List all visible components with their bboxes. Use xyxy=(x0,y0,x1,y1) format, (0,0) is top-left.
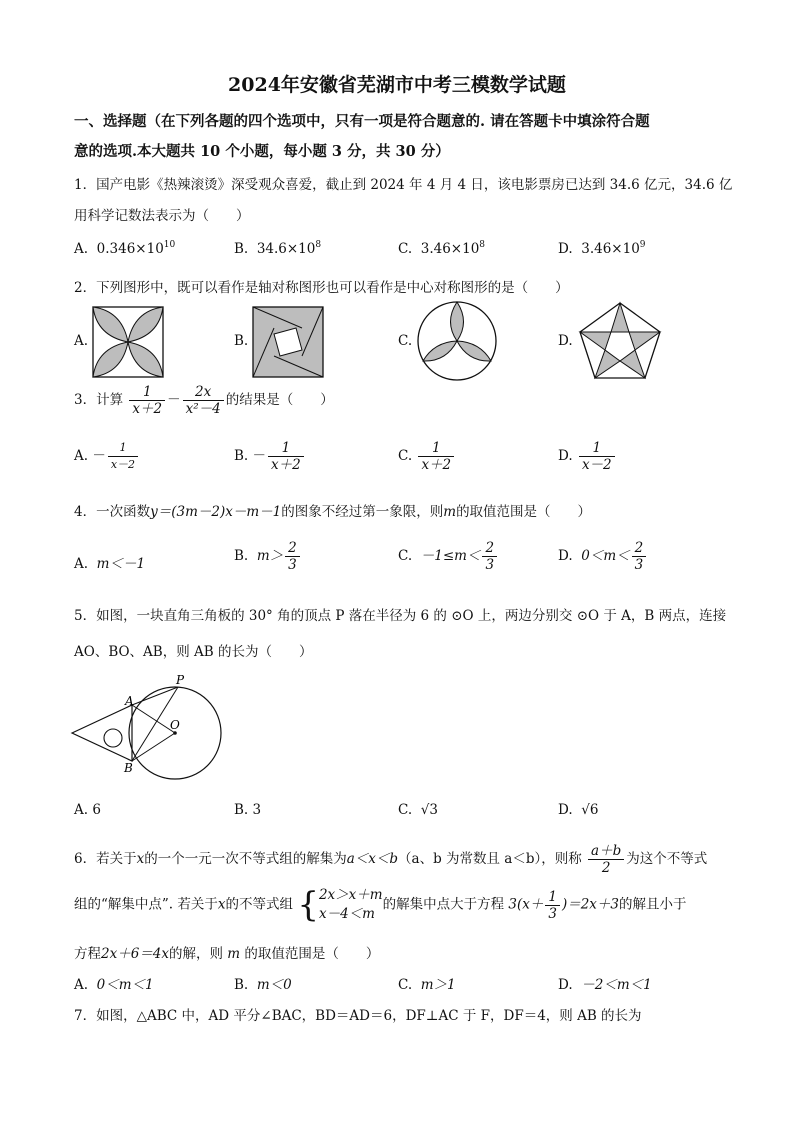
q1-stem-line2: 用科学记数法表示为（ ） xyxy=(74,208,250,224)
q6-stem-line1: 6．若关于x的一个一元一次不等式组的解集为a＜x＜b（a、b 为常数且 a＜b），则称 $\frac{a+b}{2}$ 为这个不等式 xyxy=(74,843,708,876)
q1-option-c: C. $3.46\times 10^8$ xyxy=(398,240,486,257)
q5-label-p: P xyxy=(176,673,185,687)
q6-option-b: B. m＜0 xyxy=(234,977,292,993)
q2-label-d: D. xyxy=(558,333,573,349)
q5-option-b: B. 3 xyxy=(234,802,262,818)
q3-option-c: C. $\frac{1}{x+2}$ xyxy=(398,440,456,473)
q5-option-a: A. 6 xyxy=(74,802,101,818)
q3-option-a: A. － $\frac{1}{x-2}$ xyxy=(74,440,140,473)
page-title: 2024年安徽省芜湖市中考三模数学试题 xyxy=(228,74,566,96)
q4-option-b: B. m＞ $\frac{2}{3}$ xyxy=(234,540,302,573)
q5-option-c: C. √3 xyxy=(398,802,438,818)
q1-option-d: D. $3.46\times 10^9$ xyxy=(558,240,646,257)
q4-stem: 4．一次函数y＝(3m－2)x－m－1的图象不经过第一象限，则m的取值范围是（ ） xyxy=(74,504,592,520)
q3-stem: 3．计算 $\frac{1}{x+2}$ － $\frac{2x}{\text{x²－4}}$ 的结果是（ ） xyxy=(74,384,334,417)
section-heading-line1: 一、选择题（在下列各题的四个选项中，只有一项是符合题意的. 请在答题卡中填涂符合题 xyxy=(74,113,650,130)
q4-option-c: C. －1≤m＜ $\frac{2}{3}$ xyxy=(398,540,499,573)
q3-fraction-2: $\frac{2x}{\text{x²－4}}$ xyxy=(183,384,224,417)
q5-figure xyxy=(68,670,226,782)
q6-stem-line3: 方程2x＋6＝4x的解，则 m 的取值范围是（ ） xyxy=(74,946,380,962)
q6-option-a: A. 0＜m＜1 xyxy=(74,977,154,993)
q4-option-d: D. 0＜m＜ $\frac{2}{3}$ xyxy=(558,540,648,573)
q6-option-c: C. m＞1 xyxy=(398,977,456,993)
q4-option-a: A. m＜－1 xyxy=(74,556,146,572)
q2-label-c: C. xyxy=(398,333,413,349)
q1-option-b: B. $34.6\times 10^8$ xyxy=(234,240,322,257)
q5-label-b: B xyxy=(124,761,133,775)
q2-stem: 2．下列图形中，既可以看作是轴对称图形也可以看作是中心对称图形的是（ ） xyxy=(74,280,569,296)
q5-label-o: O xyxy=(170,718,180,732)
q6-stem-line2: 组的“解集中点”. 若关于x的不等式组 { 2x＞x＋m x－4＜m 的解集中点大于方程 3(x＋ $\frac{1}{3}$ )＝2x＋3的解且小于 xyxy=(74,885,687,925)
q2-figure-c xyxy=(416,300,498,382)
q5-label-a: A xyxy=(125,694,134,708)
q3-option-d: D. $\frac{1}{x-2}$ xyxy=(558,440,617,473)
q3-fraction-1: $\frac{1}{x+2}$ xyxy=(129,384,165,417)
q2-figure-b xyxy=(252,306,324,378)
q5-stem-line1: 5．如图，一块直角三角板的 30° 角的顶点 P 落在半径为 6 的 ⊙O 上，两边分别交 ⊙O 于 A，B 两点，连接 xyxy=(74,608,727,624)
q6-option-d: D. －2＜m＜1 xyxy=(558,977,652,993)
section-heading-line2: 意的选项.本大题共 10 个小题，每小题 3 分，共 30 分） xyxy=(74,143,450,160)
q2-label-a: A. xyxy=(74,333,89,349)
q3-option-b: B. － $\frac{1}{x+2}$ xyxy=(234,440,306,473)
q2-figure-a xyxy=(92,306,164,378)
q7-stem-line1: 7．如图，△ABC 中，AD 平分∠BAC，BD＝AD＝6，DF⊥AC 于 F，DF＝4，则 AB 的长为 xyxy=(74,1008,642,1024)
q1-stem-line1: 1．国产电影《热辣滚烫》深受观众喜爱，截止到 2024 年 4 月 4 日，该电影票房已达到 34.6 亿元，34.6 亿 xyxy=(74,177,733,193)
q2-figure-d xyxy=(576,300,664,382)
q5-stem-line2: AO、BO、AB，则 AB 的长为（ ） xyxy=(74,644,313,660)
q6-inequality-system: 2x＞x＋m x－4＜m xyxy=(318,887,383,922)
q1-option-a: A. $0.346\times 10^{10}$ xyxy=(74,240,176,257)
q2-label-b: B. xyxy=(234,333,249,349)
q5-option-d: D. √6 xyxy=(558,802,599,818)
